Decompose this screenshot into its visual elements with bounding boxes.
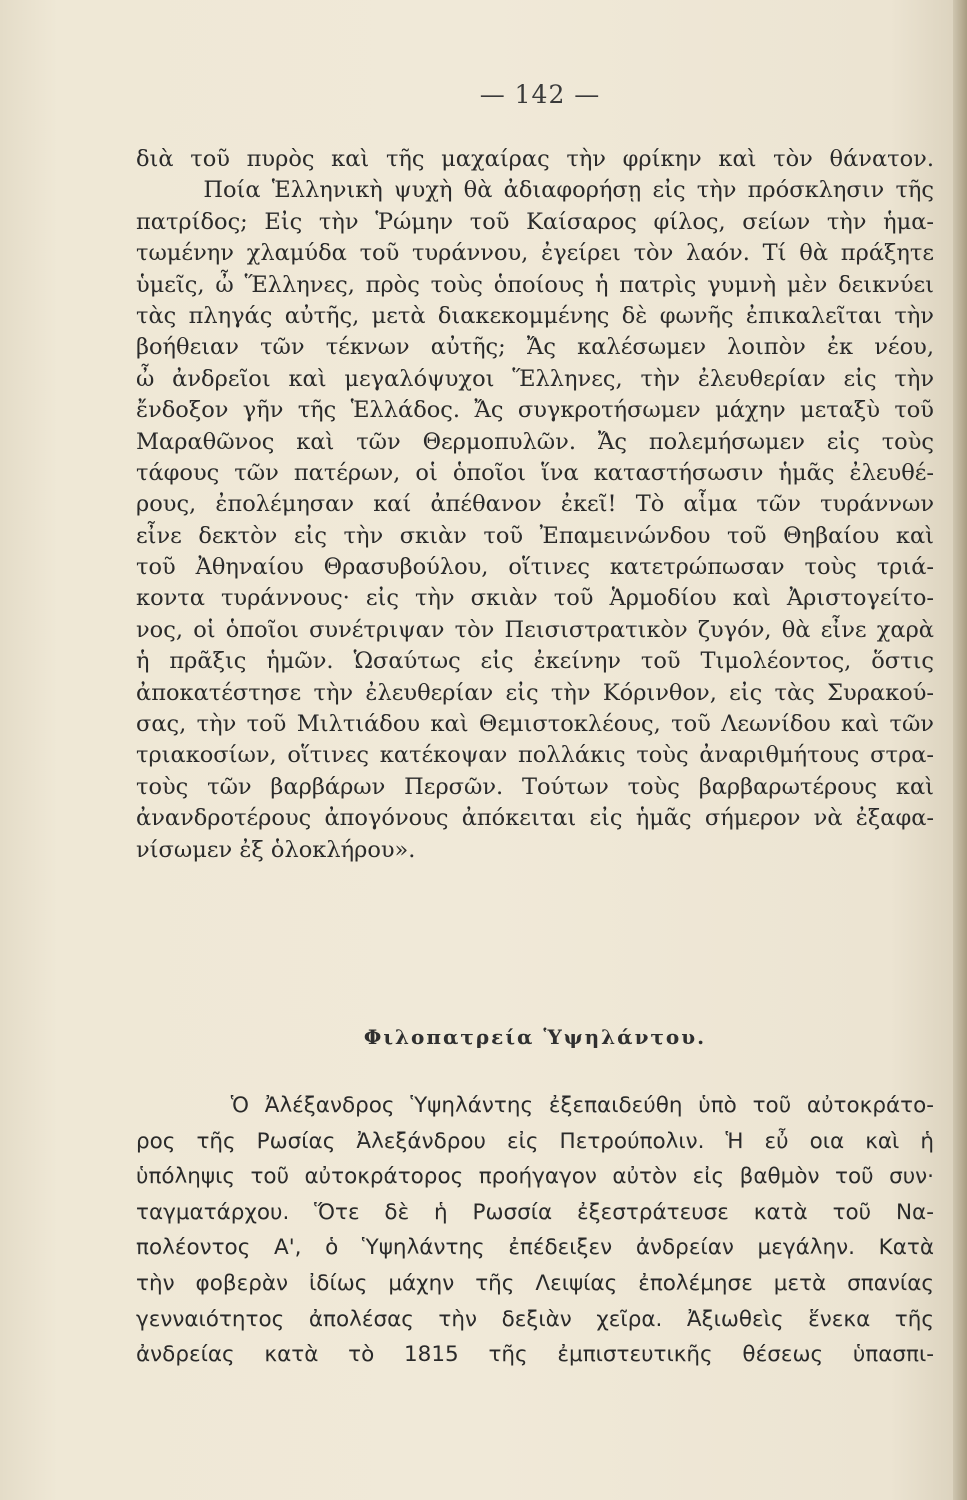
text-line: ἡ πρᾶξις ἡμῶν. Ὡσαύτως εἰς ἐκείνην τοῦ Τιμολέοντος, ὅστις: [136, 648, 934, 675]
paragraph-speech: [136, 144, 934, 866]
text-line: σας, τὴν τοῦ Μιλτιάδου καὶ Θεμιστοκλέους, τοῦ Λεωνίδου καὶ τῶν: [136, 711, 934, 738]
text-line: ὑμεῖς, ὦ Ἕλληνες, πρὸς τοὺς ὁποίους ἡ πατρὶς γυμνὴ μὲν δεικνύει: [136, 271, 934, 298]
page-edge: [953, 0, 967, 1500]
text-line: πατρίδος; Εἰς τὴν Ῥώμην τοῦ Καίσαρος φίλος, σείων τὴν ἡμα-: [136, 208, 934, 235]
text-line: ὦ ἀνδρεῖοι καὶ μεγαλόψυχοι Ἕλληνες, τὴν ἐλευθερίαν εἰς τὴν: [136, 365, 934, 392]
text-line: νος, οἱ ὁποῖοι συνέτριψαν τὸν Πεισιστρατικὸν ζυγόν, θὰ εἶνε χαρὰ: [136, 616, 934, 643]
text-line: τὰς πληγάς αὐτῆς, μετὰ διακεκομμένης δὲ φωνῆς ἐπικαλεῖται τὴν: [136, 302, 934, 329]
page-number: — 142 —: [479, 80, 601, 109]
text-line: ἀνανδροτέρους ἀπογόνους ἀπόκειται εἰς ἡμᾶς σήμερον νὰ ἐξαφα-: [136, 805, 934, 832]
text-line: τοῦ Ἀθηναίου Θρασυβούλου, οἵτινες κατετρώπωσαν τοὺς τριά-: [136, 554, 934, 581]
text-line: τὴν φοβερὰν ἰδίως μάχην τῆς Λειψίας ἐπολέμησε μετὰ σπανίας: [136, 1270, 934, 1296]
text-line: νίσωμεν ἐξ ὁλοκλήρου».: [136, 836, 416, 863]
paragraph-ypsilantis: [136, 1088, 934, 1373]
text-line: ὑπόληψις τοῦ αὐτοκράτορος προήγαγον αὐτὸν εἰς βαθμὸν τοῦ συν·: [136, 1164, 934, 1190]
text-line: Μαραθῶνος καὶ τῶν Θερμοπυλῶν. Ἄς πολεμήσωμεν εἰς τοὺς: [136, 428, 934, 455]
text-line: πολέοντος Α', ὁ Ὑψηλάντης ἐπέδειξεν ἀνδρείαν μεγάλην. Κατὰ: [136, 1235, 934, 1261]
section-heading: Φιλοπατρεία Ὑψηλάντου.: [363, 1025, 707, 1049]
text-line: Ποία Ἑλληνικὴ ψυχὴ θὰ ἀδιαφορήσῃ εἰς τὴν πρόσκλησιν τῆς: [136, 177, 934, 204]
text-line: γενναιότητος ἀπολέσας τὴν δεξιὰν χεῖρα. Ἀξιωθεὶς ἕνεκα τῆς: [136, 1306, 934, 1332]
text-line: κοντα τυράννους· εἰς τὴν σκιὰν τοῦ Ἁρμοδίου καὶ Ἀριστογείτο-: [136, 585, 934, 612]
text-line: τάφους τῶν πατέρων, οἱ ὁποῖοι ἵνα καταστήσωσιν ἡμᾶς ἐλευθέ-: [136, 459, 934, 486]
text-line: ἀνδρείας κατὰ τὸ 1815 τῆς ἐμπιστευτικῆς θέσεως ὑπασπι-: [136, 1342, 934, 1368]
text-line: εἶνε δεκτὸν εἰς τὴν σκιὰν τοῦ Ἐπαμεινώνδου τοῦ Θηβαίου καὶ: [136, 522, 934, 549]
text-line: ρος τῆς Ρωσίας Ἀλεξάνδρου εἰς Πετρούπολιν. Ἡ εὖ οια καὶ ἡ: [136, 1128, 934, 1154]
text-line: βοήθειαν τῶν τέκνων αὐτῆς; Ἄς καλέσωμεν λοιπὸν ἐκ νέου,: [136, 334, 934, 361]
text-line: ταγματάρχου. Ὅτε δὲ ἡ Ρωσσία ἐξεστράτευσε κατὰ τοῦ Να-: [136, 1199, 934, 1225]
text-line: ρους, ἐπολέμησαν καί ἀπέθανον ἐκεῖ! Τὸ αἷμα τῶν τυράννων: [136, 491, 934, 518]
text-line: Ὁ Ἀλέξανδρος Ὑψηλάντης ἐξεπαιδεύθη ὑπὸ τοῦ αὐτοκράτο-: [136, 1093, 934, 1118]
text-line: τριακοσίων, οἵτινες κατέκοψαν πολλάκις τοὺς ἀναριθμήτους στρα-: [136, 742, 934, 769]
text-line: ἀποκατέστησε τὴν ἐλευθερίαν εἰς τὴν Κόρινθον, εἰς τὰς Συρακού-: [136, 679, 934, 706]
text-line: ἔνδοξον γῆν τῆς Ἑλλάδος. Ἄς συγκροτήσωμεν μάχην μεταξὺ τοῦ: [136, 397, 934, 424]
text-line: τοὺς τῶν βαρβάρων Περσῶν. Τούτων τοὺς βαρβαρωτέρους καὶ: [136, 773, 934, 800]
text-line: τωμένην χλαμύδα τοῦ τυράννου, ἐγείρει τὸν λαόν. Τί θὰ πράξητε: [136, 240, 934, 267]
text-line: διὰ τοῦ πυρὸς καὶ τῆς μαχαίρας τὴν φρίκην καὶ τὸν θάνατον.: [136, 146, 934, 172]
